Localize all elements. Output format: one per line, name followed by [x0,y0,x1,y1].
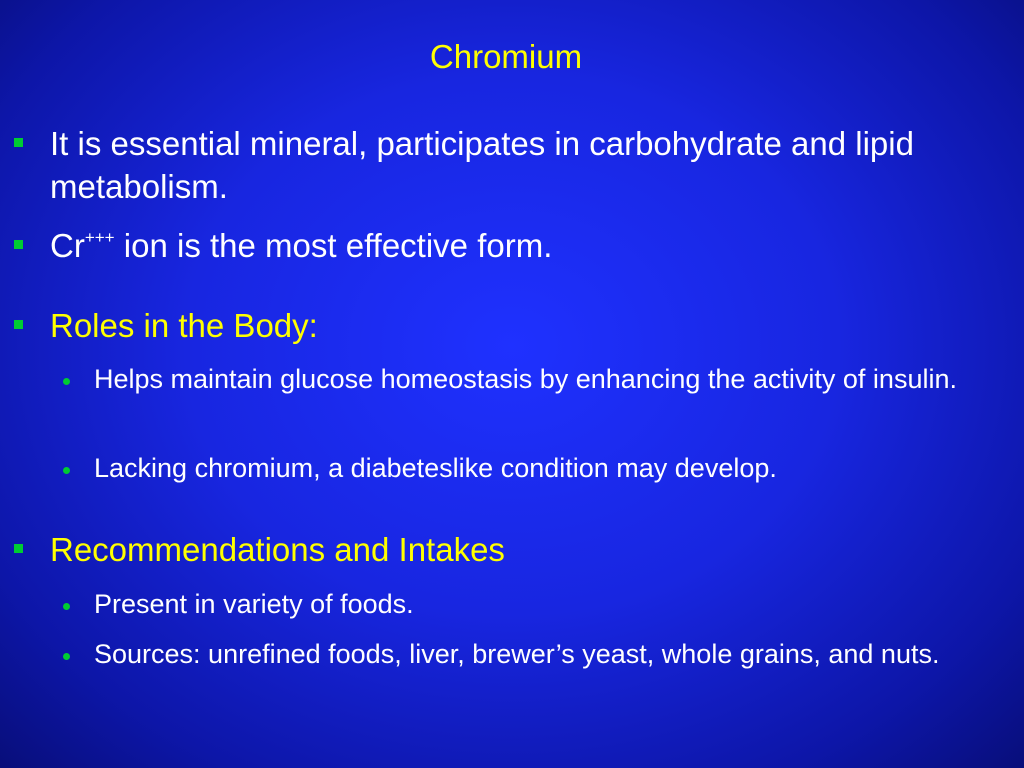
sub-bullet-text: Present in variety of foods. [94,589,414,619]
sub-bullet-text: Lacking chromium, a diabeteslike condition may develop. [94,453,777,483]
bullet-text: It is essential mineral, participates in carbohydrate and lipid metabolism. [50,125,914,205]
slide-title-text: Chromium [429,38,583,75]
ion-charge-superscript: +++ [84,228,115,247]
section-heading: Roles in the Body: [50,307,318,344]
section-heading: Recommendations and Intakes [50,531,505,568]
square-bullet-icon [14,138,23,147]
square-bullet-icon [14,544,23,553]
square-bullet-icon [14,240,23,249]
round-bullet-icon [63,603,70,610]
bullet-text [50,224,970,273]
round-bullet-icon [63,467,70,474]
round-bullet-icon [63,378,70,385]
chromium-symbol: Cr [50,227,85,264]
round-bullet-icon [63,653,70,660]
sub-bullet-text: Helps maintain glucose homeostasis by enhancing the activity of insulin. [94,364,957,394]
square-bullet-icon [14,320,23,329]
bullet-text-suffix: ion is the most effective form. [114,227,553,264]
sub-bullet-text: Sources: unrefined foods, liver, brewer’s yeast, whole grains, and nuts. [94,639,940,669]
slide-title [0,38,1024,76]
